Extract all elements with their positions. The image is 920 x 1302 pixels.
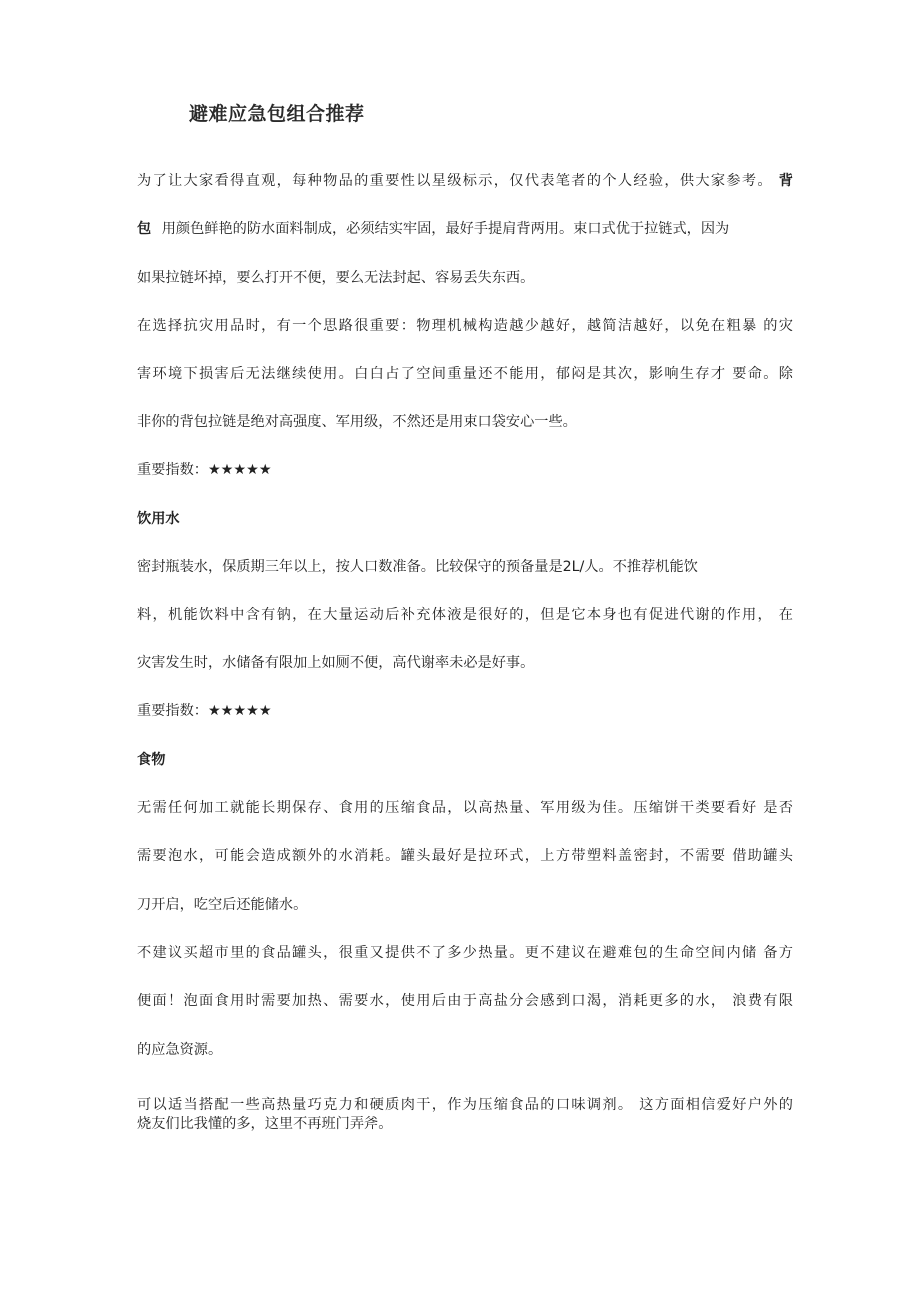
intro-line-3: 如果拉链坏掉，要么打开不便，要么无法封起、容易丢失东西。 (137, 270, 535, 286)
star-rating-icon: ★★★★★ (207, 703, 272, 719)
rating-label: 重要指数： (137, 462, 208, 478)
water-line-1: 密封瓶装水，保质期三年以上，按人口数准备。比较保守的预备量是2L/人。不推荐机能饮 (137, 559, 698, 575)
water-line-3: 灾害发生时，水储备有限加上如厕不便，高代谢率未必是好事。 (137, 655, 535, 671)
food-heading: 食物 (137, 752, 166, 768)
intro-line-2 (137, 219, 793, 239)
document-title: 避难应急包组合推荐 (189, 103, 365, 125)
bag-heading-part-1: 背 (778, 173, 793, 189)
bag-description: 用颜色鲜艳的防水面料制成，必须结实牢固，最好手提肩背两用。束口式优于拉链式，因为 (161, 221, 730, 237)
bag-rating (137, 460, 793, 480)
food-para3-line-1: 可以适当搭配一些高热量巧克力和硬质肉干，作为压缩食品的口味调剂。 这方面相信爱好户外的 (137, 1097, 793, 1113)
intro-text: 为了让大家看得直观，每种物品的重要性以星级标示，仅代表笔者的个人经验，供大家参考。 (137, 173, 773, 189)
food-para2-line-2: 便面！泡面食用时需要加热、需要水，使用后由于高盐分会感到口渴，消耗更多的水， 浪费有限 (137, 993, 793, 1009)
food-para1-line-1: 无需任何加工就能长期保存、食用的压缩食品，以高热量、军用级为佳。压缩饼干类要看好 是否 (137, 800, 793, 816)
food-para1-line-3: 刀开启，吃空后还能储水。 (137, 897, 308, 913)
water-rating (137, 701, 793, 721)
water-heading: 饮用水 (137, 511, 180, 527)
bag-heading-part-2: 包 (137, 221, 152, 237)
intro-line-1 (137, 171, 793, 191)
bag-principle-line-3: 非你的背包拉链是绝对高强度、军用级，不然还是用束口袋安心一些。 (137, 414, 577, 430)
rating-label: 重要指数： (137, 703, 208, 719)
food-para3-line-2: 烧友们比我懂的多，这里不再班门弄斧。 (137, 1116, 393, 1132)
star-rating-icon: ★★★★★ (207, 462, 272, 478)
food-para2-line-3: 的应急资源。 (137, 1042, 223, 1058)
water-line-2: 料，机能饮料中含有钠，在大量运动后补充体液是很好的，但是它本身也有促进代谢的作用， 在 (137, 607, 793, 623)
food-para2-line-1: 不建议买超市里的食品罐头，很重又提供不了多少热量。更不建议在避难包的生命空间内储 备方 (137, 945, 793, 961)
bag-principle-line-1: 在选择抗灾用品时，有一个思路很重要：物理机械构造越少越好，越简洁越好，以免在粗暴 的灾 (137, 318, 793, 334)
food-para1-line-2: 需要泡水，可能会造成额外的水消耗。罐头最好是拉环式，上方带塑料盖密封，不需要 借助罐头 (137, 848, 793, 864)
bag-principle-line-2: 害环境下损害后无法继续使用。白白占了空间重量还不能用，郁闷是其次，影响生存才 要命。除 (137, 366, 793, 382)
